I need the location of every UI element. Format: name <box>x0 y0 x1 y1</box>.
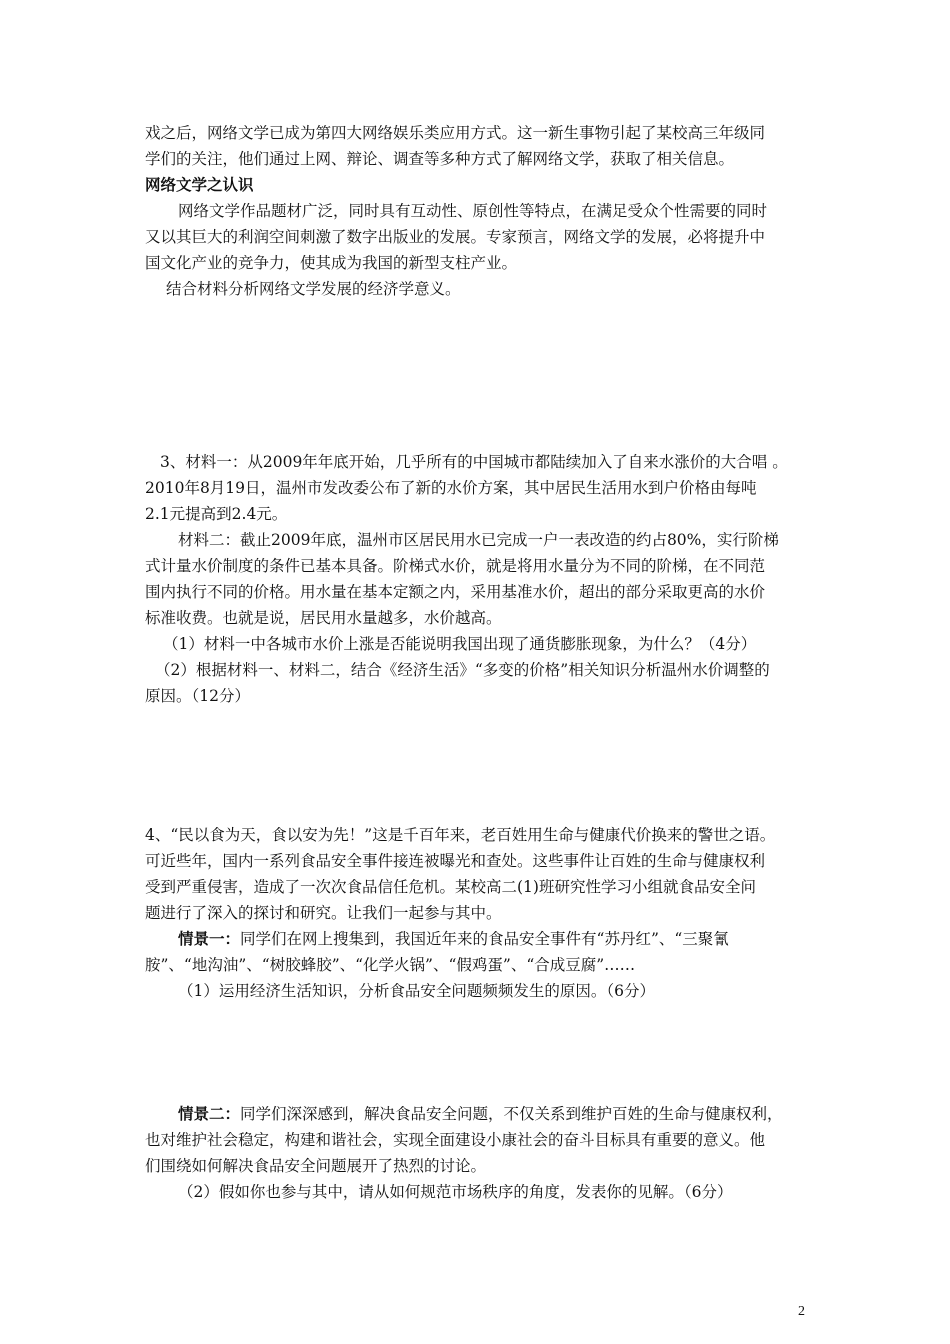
scene-two-text: 同学们深深感到，解决食品安全问题，不仅关系到维护百姓的生命与健康权利， <box>240 1105 783 1123</box>
text-line: 题进行了深入的探讨和研究。让我们一起参与其中。 <box>145 904 502 922</box>
text-line: 也对维护社会稳定，构建和谐社会，实现全面建设小康社会的奋斗目标具有重要的意义。他 <box>145 1131 766 1149</box>
text-line: 材料二：截止2009年底，温州市区居民用水已完成一户一表改造的约占80%，实行阶梯 <box>178 531 779 549</box>
text-line: 网络文学作品题材广泛，同时具有互动性、原创性等特点，在满足受众个性需要的同时 <box>178 202 768 220</box>
text-line: 原因。（12分） <box>145 687 250 705</box>
scene-one-line <box>178 929 729 949</box>
text-line: 又以其巨大的利润空间刺激了数字出版业的发展。专家预言，网络文学的发展，必将提升中 <box>145 228 766 246</box>
scene-two-line <box>178 1104 783 1124</box>
section-heading: 网络文学之认识 <box>145 175 254 194</box>
text-line: 3、材料一：从2009年年底开始，几乎所有的中国城市都陆续加入了自来水涨价的大合唱 。 <box>160 453 788 471</box>
text-line: 2.1元提高到2.4元。 <box>145 505 288 523</box>
scene-two-label: 情景二： <box>178 1104 241 1123</box>
text-line: 式计量水价制度的条件已基本具备。阶梯式水价，就是将用水量分为不同的阶梯，在不同范 <box>145 557 766 575</box>
sub-question: （2）假如你也参与其中，请从如何规范市场秩序的角度，发表你的见解。（6分） <box>178 1183 733 1201</box>
text-line: 戏之后，网络文学已成为第四大网络娱乐类应用方式。这一新生事物引起了某校高三年级同 <box>145 124 766 142</box>
text-line: 受到严重侵害，造成了一次次食品信任危机。某校高二(1)班研究性学习小组就食品安全问 <box>145 878 756 896</box>
text-line: 胺”、“地沟油”、“树胶蜂胶”、“化学火锅”、“假鸡蛋”、“合成豆腐”…… <box>145 956 636 974</box>
scene-one-label: 情景一： <box>178 929 241 948</box>
sub-question: （2）根据材料一、材料二，结合《经济生活》“多变的价格”相关知识分析温州水价调整的 <box>155 661 770 679</box>
text-line: 4、“民以食为天，食以安为先！”这是千百年来，老百姓用生命与健康代价换来的警世之语。 <box>145 826 776 844</box>
scene-one-text: 同学们在网上搜集到，我国近年来的食品安全事件有“苏丹红”、“三聚氰 <box>240 930 729 948</box>
text-line: 们围绕如何解决食品安全问题展开了热烈的讨论。 <box>145 1157 487 1175</box>
text-line: 2010年8月19日，温州市发改委公布了新的水价方案，其中居民生活用水到户价格由每吨 <box>145 479 757 497</box>
question-text: 结合材料分析网络文学发展的经济学意义。 <box>166 280 461 298</box>
text-line: 标准收费。也就是说，居民用水量越多，水价越高。 <box>145 609 502 627</box>
text-line: 国文化产业的竞争力，使其成为我国的新型支柱产业。 <box>145 254 518 272</box>
text-line: 可近些年，国内一系列食品安全事件接连被曝光和查处。这些事件让百姓的生命与健康权利 <box>145 852 766 870</box>
text-line: 围内执行不同的价格。用水量在基本定额之内，采用基准水价，超出的部分采取更高的水价 <box>145 583 766 601</box>
sub-question: （1）材料一中各城市水价上涨是否能说明我国出现了通货膨胀现象，为什么？（4分） <box>163 635 757 653</box>
text-line: 学们的关注，他们通过上网、辩论、调查等多种方式了解网络文学，获取了相关信息。 <box>145 150 735 168</box>
sub-question: （1）运用经济生活知识，分析食品安全问题频频发生的原因。（6分） <box>178 982 655 1000</box>
page-number: 2 <box>798 1304 805 1319</box>
